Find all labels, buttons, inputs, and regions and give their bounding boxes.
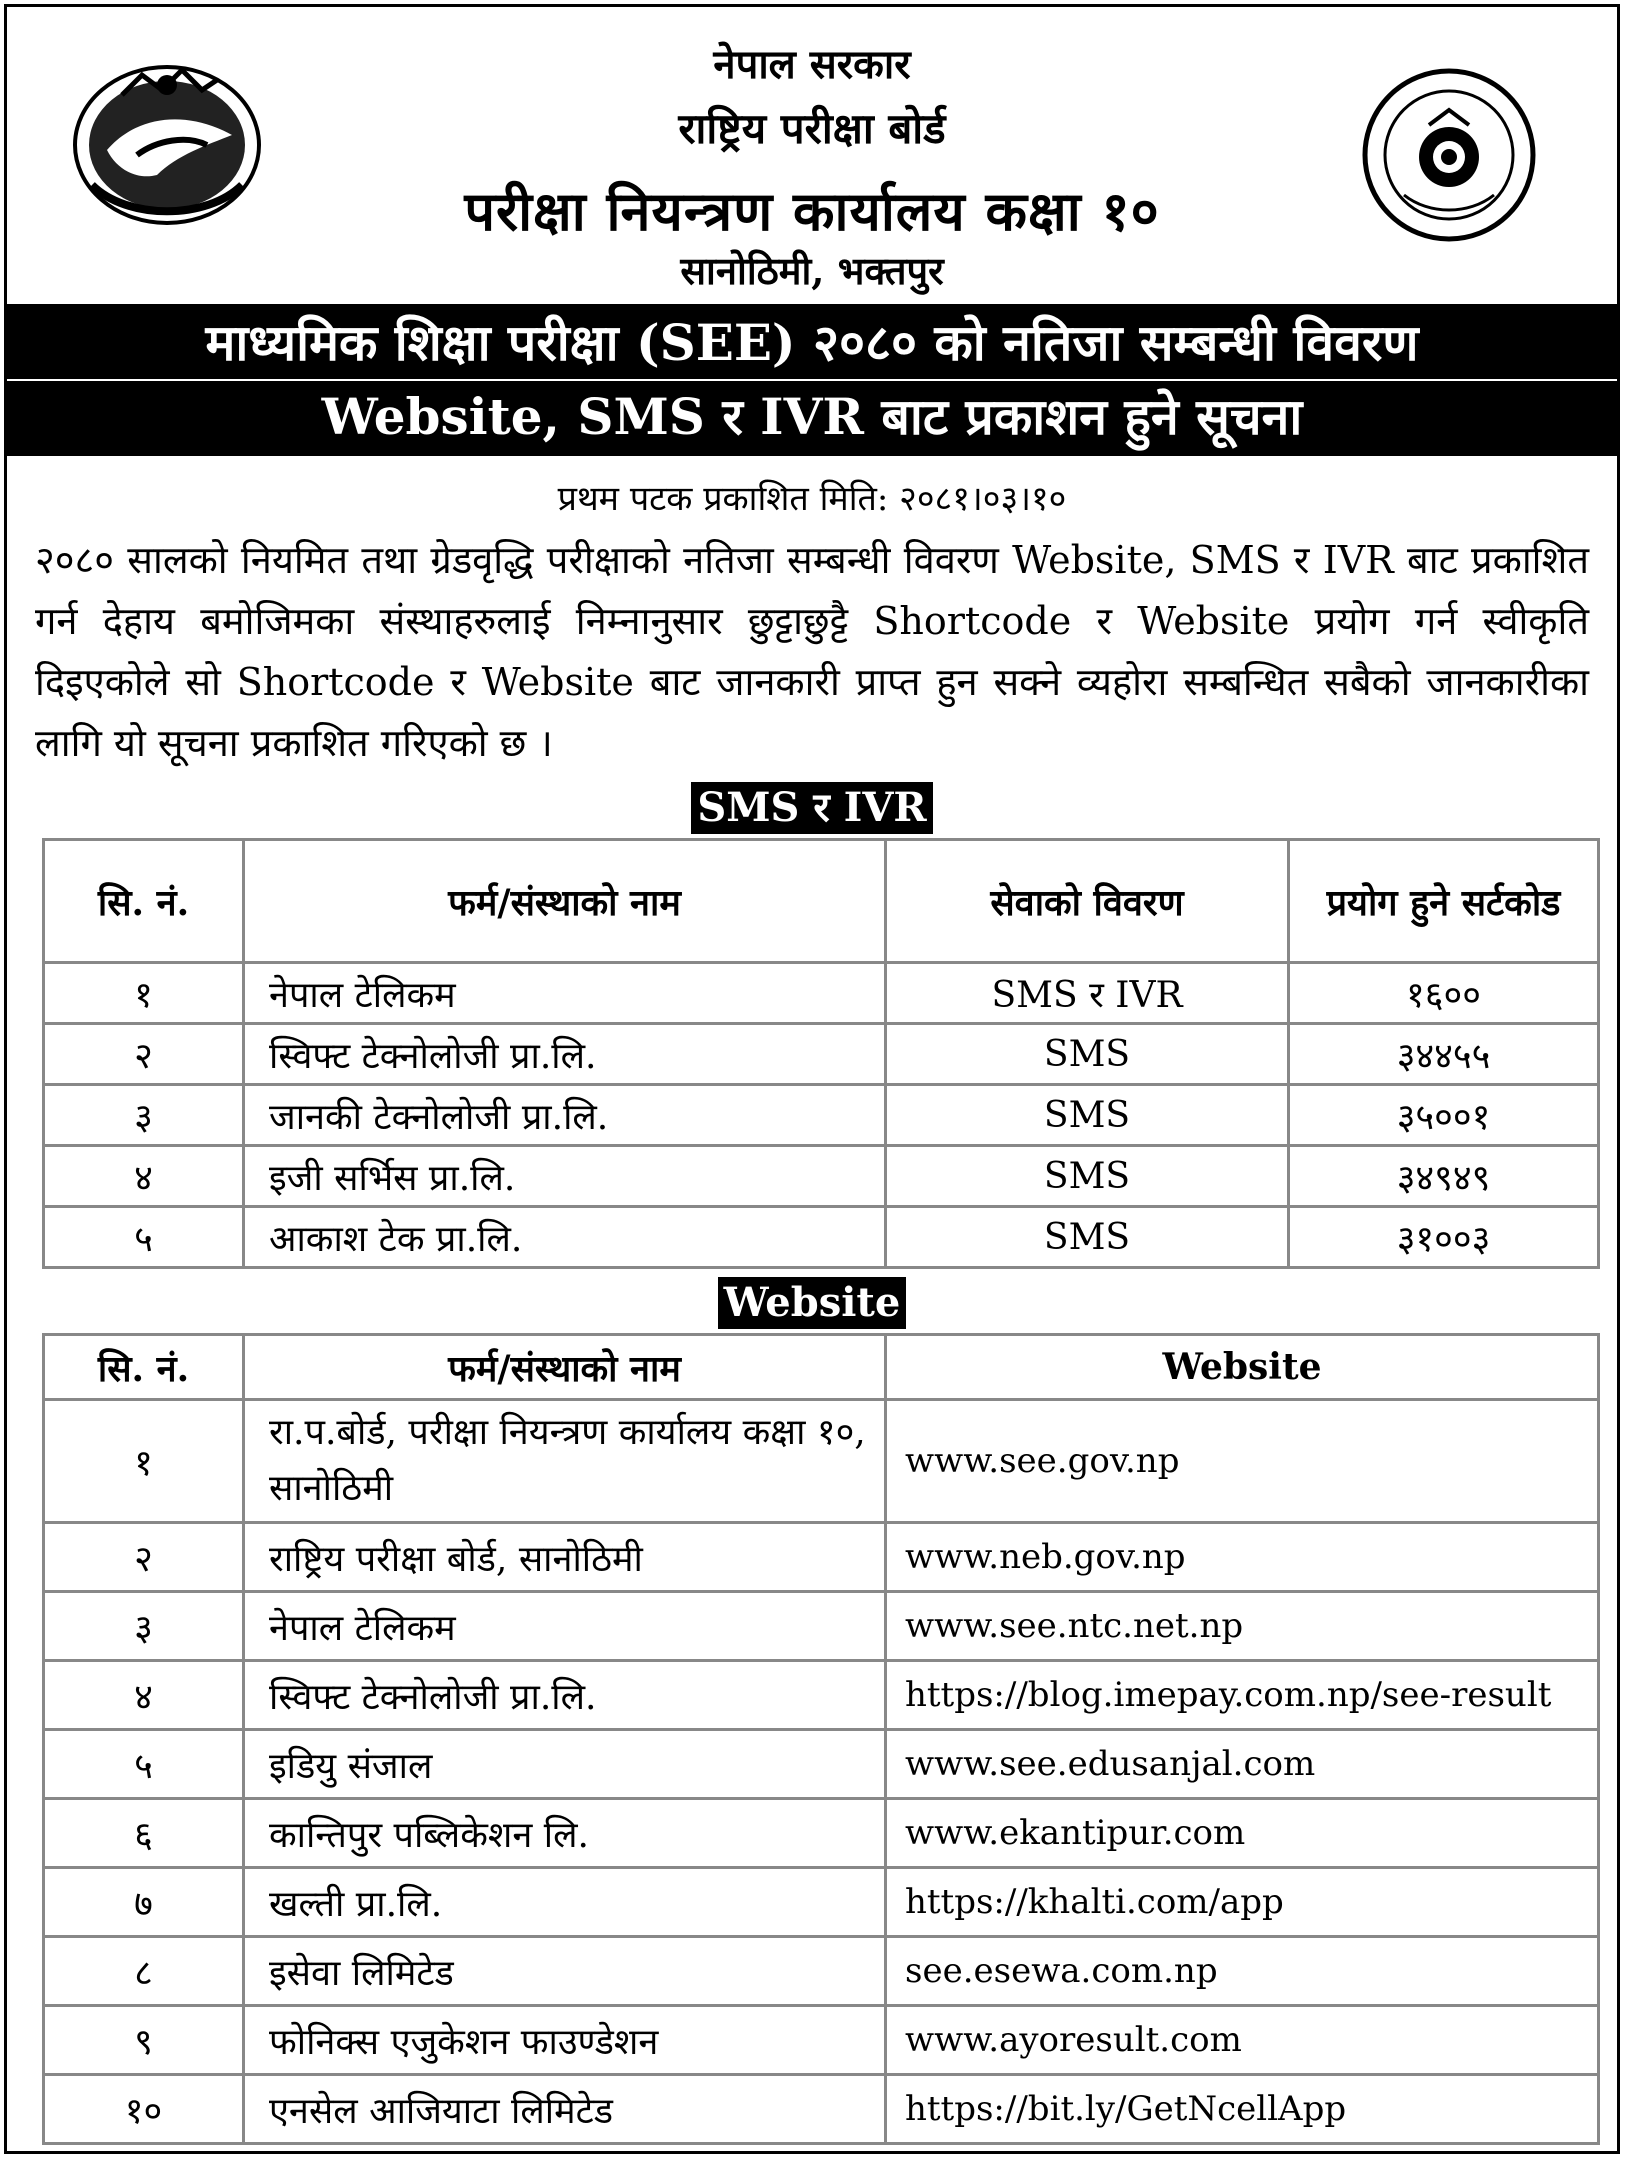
website-cell[interactable]: www.see.ntc.net.np xyxy=(886,1592,1599,1661)
shortcode-cell: १६०० xyxy=(1289,963,1599,1024)
col-serial: सि. नं. xyxy=(44,1335,244,1400)
government-name: नेपाल सरकार xyxy=(713,41,911,88)
serial-cell: ४ xyxy=(44,1661,244,1730)
col-firm-name: फर्म/संस्थाको नाम xyxy=(244,1335,886,1400)
website-section-title xyxy=(7,1277,1617,1333)
firm-cell: खल्ती प्रा.लि. xyxy=(244,1868,886,1937)
firm-cell: नेपाल टेलिकम xyxy=(244,963,886,1024)
website-cell[interactable]: www.see.edusanjal.com xyxy=(886,1730,1599,1799)
sms-ivr-table xyxy=(42,838,1600,1269)
firm-cell: फोनिक्स एजुकेशन फाउण्डेशन xyxy=(244,2006,886,2075)
table-row xyxy=(44,1400,1599,1523)
firm-cell: रा.प.बोर्ड, परीक्षा नियन्त्रण कार्यालय कक्षा १०, सानोठिमी xyxy=(244,1400,886,1523)
col-service: सेवाको विवरण xyxy=(886,840,1289,963)
service-cell: SMS xyxy=(886,1207,1289,1268)
board-seal-icon xyxy=(1359,65,1539,245)
website-cell[interactable]: www.neb.gov.np xyxy=(886,1523,1599,1592)
serial-cell: ८ xyxy=(44,1937,244,2006)
table-row xyxy=(44,1146,1599,1207)
board-name: राष्ट्रिय परीक्षा बोर्ड xyxy=(678,104,946,153)
serial-cell: ५ xyxy=(44,1730,244,1799)
office-name: परीक्षा नियन्त्रण कार्यालय कक्षा १० xyxy=(464,179,1160,243)
website-cell[interactable]: https://blog.imepay.com.np/see-result xyxy=(886,1661,1599,1730)
firm-cell: इसेवा लिमिटेड xyxy=(244,1937,886,2006)
serial-cell: ६ xyxy=(44,1799,244,1868)
notice-page xyxy=(4,4,1620,2154)
firm-cell: आकाश टेक प्रा.लि. xyxy=(244,1207,886,1268)
table-row xyxy=(44,1799,1599,1868)
table-row xyxy=(44,2006,1599,2075)
service-cell: SMS xyxy=(886,1085,1289,1146)
firm-cell: एनसेल आजियाटा लिमिटेड xyxy=(244,2075,886,2144)
website-section-label: Website xyxy=(718,1277,907,1329)
serial-cell: २ xyxy=(44,1523,244,1592)
table-row xyxy=(44,1207,1599,1268)
firm-cell: इजी सर्भिस प्रा.लि. xyxy=(244,1146,886,1207)
firm-cell: जानकी टेक्नोलोजी प्रा.लि. xyxy=(244,1085,886,1146)
service-cell: SMS xyxy=(886,1024,1289,1085)
table-row xyxy=(44,1868,1599,1937)
notice-paragraph: २०८० सालको नियमित तथा ग्रेडवृद्धि परीक्षाको नतिजा सम्बन्धी विवरण Website, SMS र IVR बाट प्रकाशित गर्न देहाय बमोजिमका संस्थाहरुलाई निम्नानुसार छुट्टाछुट्टै Shortcode र Website प्रयोग गर्न स्वीकृति दिइएकोले सो Shortcode र Website बाट जानकारी प्राप्त हुन सक्ने व्यहोरा सम्बन्धित सबैको जानकारीका लागि यो सूचना प्रकाशित गरिएको छ । xyxy=(35,538,1589,765)
table-row xyxy=(44,1937,1599,2006)
website-table xyxy=(42,1333,1600,2145)
serial-cell: १० xyxy=(44,2075,244,2144)
serial-cell: ३ xyxy=(44,1085,244,1146)
serial-cell: ५ xyxy=(44,1207,244,1268)
website-cell[interactable]: https://bit.ly/GetNcellApp xyxy=(886,2075,1599,2144)
serial-cell: ४ xyxy=(44,1146,244,1207)
sms-section-label: SMS र IVR xyxy=(691,782,932,834)
website-cell[interactable]: see.esewa.com.np xyxy=(886,1937,1599,2006)
firm-cell: कान्तिपुर पब्लिकेशन लि. xyxy=(244,1799,886,1868)
serial-cell: ३ xyxy=(44,1592,244,1661)
serial-cell: १ xyxy=(44,1400,244,1523)
serial-cell: १ xyxy=(44,963,244,1024)
service-cell: SMS र IVR xyxy=(886,963,1289,1024)
firm-cell: नेपाल टेलिकम xyxy=(244,1592,886,1661)
letterhead xyxy=(7,7,1617,307)
website-cell[interactable]: www.ayoresult.com xyxy=(886,2006,1599,2075)
table-row xyxy=(44,963,1599,1024)
firm-cell: इडियु संजाल xyxy=(244,1730,886,1799)
sms-section-title xyxy=(7,782,1617,838)
col-website: Website xyxy=(886,1335,1599,1400)
service-cell: SMS xyxy=(886,1146,1289,1207)
website-cell[interactable]: www.see.gov.np xyxy=(886,1400,1599,1523)
table-row xyxy=(44,1661,1599,1730)
banner-title: माध्यमिक शिक्षा परीक्षा (SEE) २०८० को नतिजा सम्बन्धी विवरण xyxy=(7,307,1617,381)
office-location: सानोठिमी, भक्तपुर xyxy=(680,248,944,293)
serial-cell: २ xyxy=(44,1024,244,1085)
firm-cell: राष्ट्रिय परीक्षा बोर्ड, सानोठिमी xyxy=(244,1523,886,1592)
shortcode-cell: ३४९४९ xyxy=(1289,1146,1599,1207)
serial-cell: ७ xyxy=(44,1868,244,1937)
banner-subtitle: Website, SMS र IVR बाट प्रकाशन हुने सूचना xyxy=(7,381,1617,456)
published-date: प्रथम पटक प्रकाशित मिति: २०८१।०३।१० xyxy=(557,479,1067,519)
table-row xyxy=(44,1085,1599,1146)
website-cell[interactable]: https://khalti.com/app xyxy=(886,1868,1599,1937)
shortcode-cell: ३५००१ xyxy=(1289,1085,1599,1146)
table-row xyxy=(44,1024,1599,1085)
table-header-row xyxy=(44,840,1599,963)
table-row xyxy=(44,1523,1599,1592)
col-serial: सि. नं. xyxy=(44,840,244,963)
website-cell[interactable]: www.ekantipur.com xyxy=(886,1799,1599,1868)
table-row xyxy=(44,1730,1599,1799)
shortcode-cell: ३१००३ xyxy=(1289,1207,1599,1268)
serial-cell: ९ xyxy=(44,2006,244,2075)
col-firm-name: फर्म/संस्थाको नाम xyxy=(244,840,886,963)
firm-cell: स्विफ्ट टेक्नोलोजी प्रा.लि. xyxy=(244,1024,886,1085)
table-row xyxy=(44,2075,1599,2144)
shortcode-cell: ३४४५५ xyxy=(1289,1024,1599,1085)
col-shortcode: प्रयोग हुने सर्टकोड xyxy=(1289,840,1599,963)
table-header-row xyxy=(44,1335,1599,1400)
firm-cell: स्विफ्ट टेक्नोलोजी प्रा.लि. xyxy=(244,1661,886,1730)
table-row xyxy=(44,1592,1599,1661)
